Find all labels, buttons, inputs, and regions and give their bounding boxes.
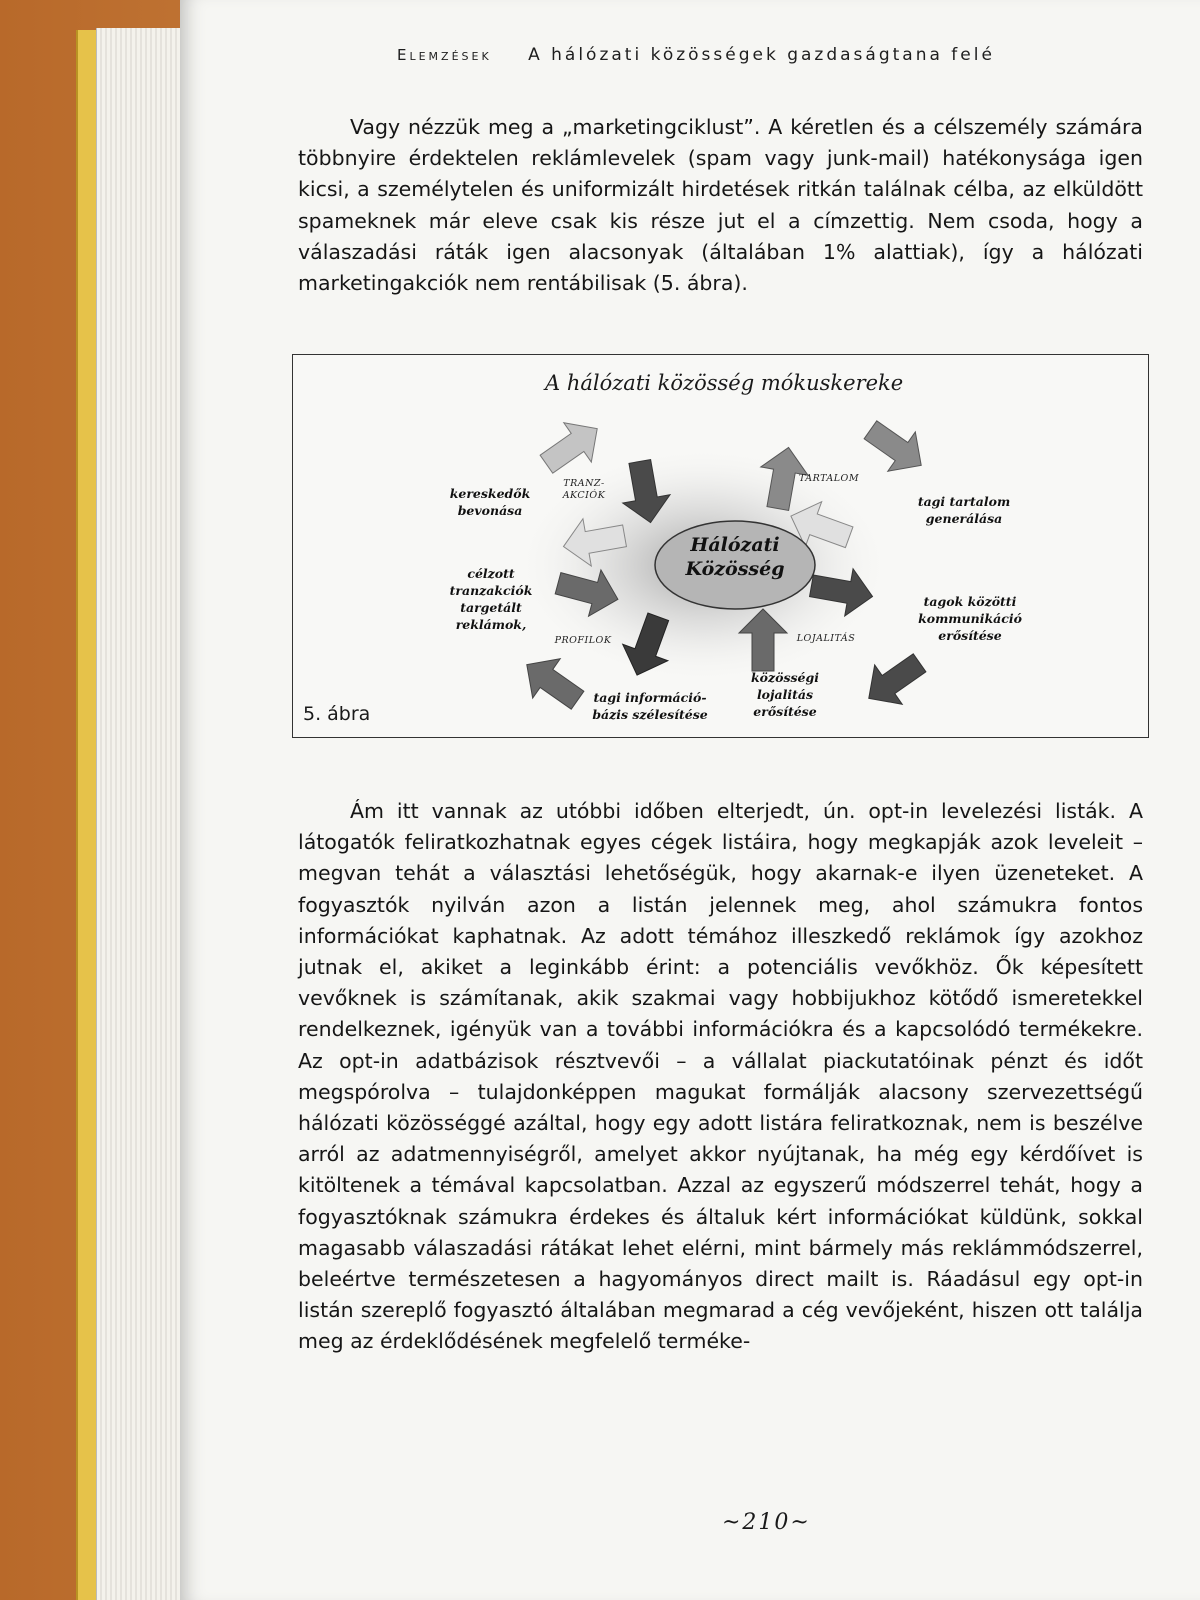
stage-kommunikacio: tagok közötti kommunikáció erősítése xyxy=(918,594,1022,643)
figure-5 xyxy=(292,354,1149,738)
paragraph-2: Ám itt vannak az utóbbi időben elterjedt, ún. opt-in levelezési listák. A látogatók feliratkozhatnak egyes cégek listáira, hogy megkapják azok leveleit – megvan tehát a választási lehetőségük, hogy akarnak-e ilyen üzeneteket. A fogyasztók nyilván azon a listán jelennek meg, ahol számukra fontos információkat kaphatnak. Az adott témához illeszkedő reklámok így azokhoz jutnak el, akiket a leginkább érint: a potenciális vevőkhöz. Ők képesített vevőknek is számítanak, akik szakmai vagy hobbijukhoz kötődő ismeretekkel rendelkeznek, igényük van a további információkra és a kapcsolódó termékekre. Az opt-in adatbázisok résztvevői – a vállalat piackutatóinak pénzt és időt megspórolva – tulajdonképpen magukat formálják alacsony szervezettségű hálózati közösséggé azáltal, hogy egy adott listára feliratkoznak, nem is beszélve arról az adatmennyiségről, amelyet akkor nyújtanak, ha még egy kérdőívet is kitöltenek a témával kapcsolatban. Azzal az egyszerű módszerrel tehát, hogy a fogyasztóknak számukra érdekes és általuk kért információkat küldünk, sokkal magasabb válaszadási rátákat lehet elérni, mint bármely más reklámmódszerrel, beleértve természetesen a hagyományos direct mailt is. Ráadásul egy opt-in listán szereplő fogyasztó általában megmarad a cég vevőjeként, hiszen ott találja meg az érdeklődésének megfelelő terméke- xyxy=(298,799,1143,1354)
page-stack xyxy=(96,28,187,1600)
running-head xyxy=(397,45,1200,65)
caption-tartalom: TARTALOM xyxy=(798,473,860,484)
figure-title: A hálózati közösség mókuskereke xyxy=(545,371,904,395)
stage-tagi-tartalom: tagi tartalom generálása xyxy=(917,494,1011,526)
caption-tranzakciok: TRANZ- AKCIÓK xyxy=(562,478,606,501)
running-head-section: Elemzések xyxy=(397,46,492,64)
book-page xyxy=(180,0,1200,1600)
arrow-right-lower-icon xyxy=(855,643,933,718)
paragraph-1: Vagy nézzük meg a „marketingciklust”. A kéretlen és a célszemély számára többnyire érdektelen reklámlevelek (spam vagy junk-mail) hatékonysága igen kicsi, a személytelen és uniformizált hirdetések ritkán találnak célba, az elküldött spameknek már eleve csak kis része jut el a címzettig. Nem csoda, hogy a válaszadási ráták igen alacsonyak (általában 1% alattiak), így a hálózati marketingakciók nem rentábilisak (5. ábra). xyxy=(298,115,1143,296)
stage-celzott-tranzakciok: célzott tranzakciók targetált reklámok, xyxy=(449,566,533,632)
running-head-title: A hálózati közösségek gazdaságtana felé xyxy=(528,45,995,65)
page-number: ~210~ xyxy=(722,1510,811,1535)
stage-kereskedok: kereskedők bevonása xyxy=(449,486,531,518)
stage-informacio: tagi információ- bázis szélesítése xyxy=(592,690,708,722)
figure-label: 5. ábra xyxy=(303,703,371,725)
hub-label: Hálózati Közösség xyxy=(685,534,785,580)
stage-lojalitas: közösségi lojalitás erősítése xyxy=(751,670,819,719)
caption-profilok: PROFILOK xyxy=(554,635,612,646)
caption-lojalitas: LOJALITÁS xyxy=(796,633,856,644)
